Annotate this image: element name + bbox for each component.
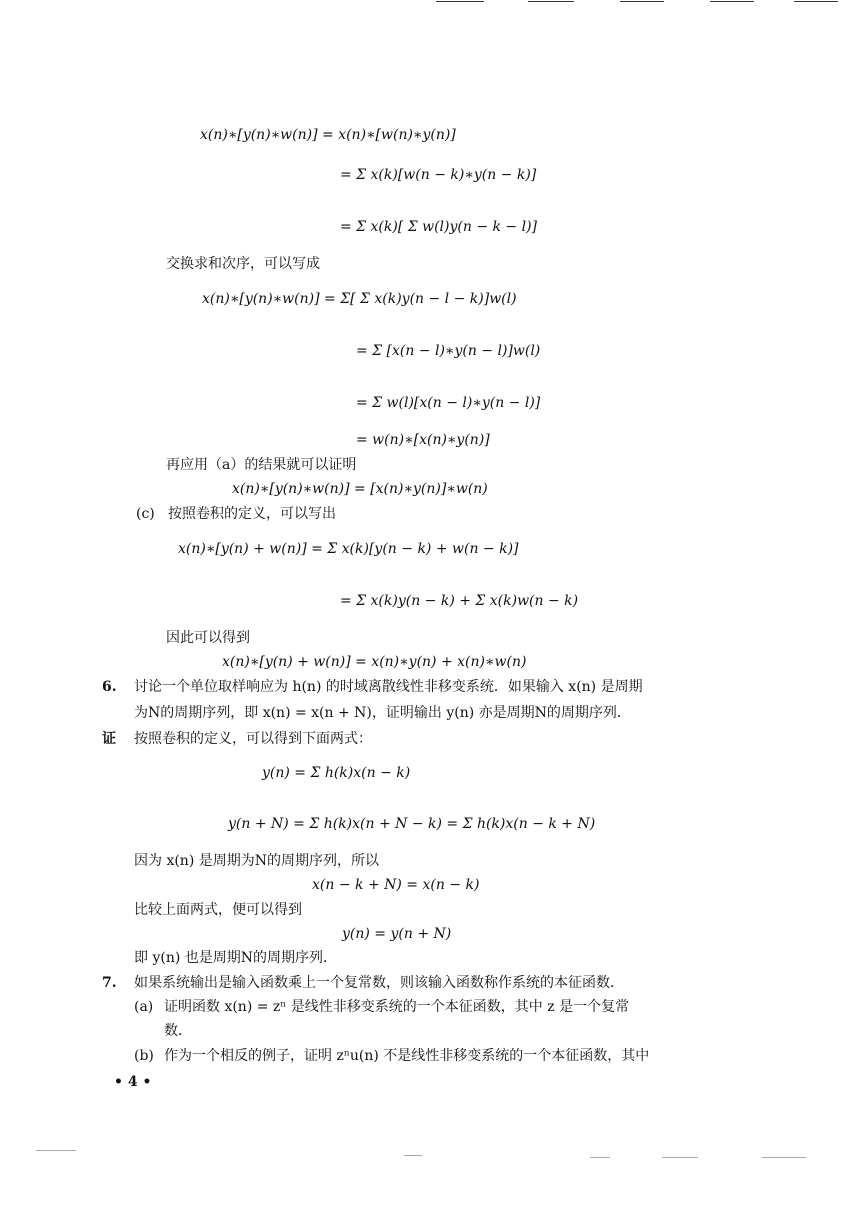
equation-line: x(n)∗[y(n)∗w(n)] = Σ[ Σ x(k)y(n − l − k)]w(l) [202, 291, 517, 307]
text-line: 再应用（a）的结果就可以证明 [166, 457, 357, 473]
equation-line: x(n − k + N) = x(n − k) [312, 877, 480, 893]
text-line: 按照卷积的定义，可以写出 [168, 506, 336, 522]
scan-artifact [762, 1157, 806, 1158]
equation-line: x(n)∗[y(n)∗w(n)] = x(n)∗[w(n)∗y(n)] [200, 127, 456, 143]
text-line: 因此可以得到 [166, 630, 250, 646]
part-label: (a) [134, 999, 154, 1015]
scan-artifact [404, 1155, 422, 1156]
scan-artifact [36, 1150, 76, 1151]
equation-line: = Σ x(k)y(n − k) + Σ x(k)w(n − k) [340, 593, 579, 609]
equation-line [340, 218, 537, 236]
equation-line [340, 166, 536, 184]
top-rule-mark [794, 1, 838, 2]
equation-line: x(n)∗[y(n) + w(n)] = x(n)∗y(n) + x(n)∗w(n) [222, 654, 527, 670]
equation-line: y(n) = Σ h(k)x(n − k) [262, 765, 411, 781]
text-line: 即 y(n) 也是周期N的周期序列． [134, 950, 337, 966]
text-line: 比较上面两式，便可以得到 [134, 902, 302, 918]
text-line: 数． [164, 1023, 192, 1039]
text-line: 作为一个相反的例子，证明 zⁿu(n) 不是线性非移变系统的一个本征函数，其中 [164, 1048, 650, 1064]
problem-number: 6. [102, 679, 117, 695]
equation-line: y(n) = y(n + N) [342, 926, 452, 942]
top-rule-mark [620, 1, 664, 2]
top-rule-mark [710, 1, 754, 2]
top-rule-mark [528, 1, 574, 2]
equation-text: = Σ x(k)[w(n − k)∗y(n − k)] [340, 167, 537, 183]
equation-line: = Σ w(l)[x(n − l)∗y(n − l)] [356, 395, 541, 411]
part-label: (c) [136, 506, 155, 522]
scan-artifact [662, 1157, 698, 1158]
text-line: 证明函数 x(n) = zⁿ 是线性非移变系统的一个本征函数，其中 z 是一个复常 [164, 999, 630, 1015]
problem-number: 7. [102, 975, 117, 991]
text-line: 讨论一个单位取样响应为 h(n) 的时域离散线性非移变系统．如果输入 x(n) 是周期 [134, 679, 643, 695]
text-line: 按照卷积的定义，可以得到下面两式： [134, 731, 372, 747]
text-line: 如果系统输出是输入函数乘上一个复常数，则该输入函数称作系统的本征函数． [134, 975, 624, 991]
equation-text: = Σ x(k)[ Σ w(l)y(n − k − l)] [340, 219, 538, 235]
part-label: (b) [134, 1048, 154, 1064]
text-line: 为N的周期序列，即 x(n) = x(n + N)，证明输出 y(n) 亦是周期N的周期序列． [134, 705, 631, 721]
proof-label: 证 [102, 731, 116, 747]
text-line: 交换求和次序，可以写成 [166, 256, 320, 272]
equation-line: x(n)∗[y(n) + w(n)] = Σ x(k)[y(n − k) + w(n − k)] [178, 541, 519, 557]
page-number: • 4 • [114, 1074, 152, 1090]
equation-line: = w(n)∗[x(n)∗y(n)] [356, 432, 490, 448]
scan-artifact [590, 1157, 610, 1158]
equation-line: = Σ [x(n − l)∗y(n − l)]w(l) [356, 343, 541, 359]
equation-line: x(n)∗[y(n)∗w(n)] = [x(n)∗y(n)]∗w(n) [232, 481, 488, 497]
equation-line: y(n + N) = Σ h(k)x(n + N − k) = Σ h(k)x(n − k + N) [228, 816, 596, 832]
top-rule-mark [436, 1, 484, 2]
text-line: 因为 x(n) 是周期为N的周期序列，所以 [134, 853, 379, 869]
